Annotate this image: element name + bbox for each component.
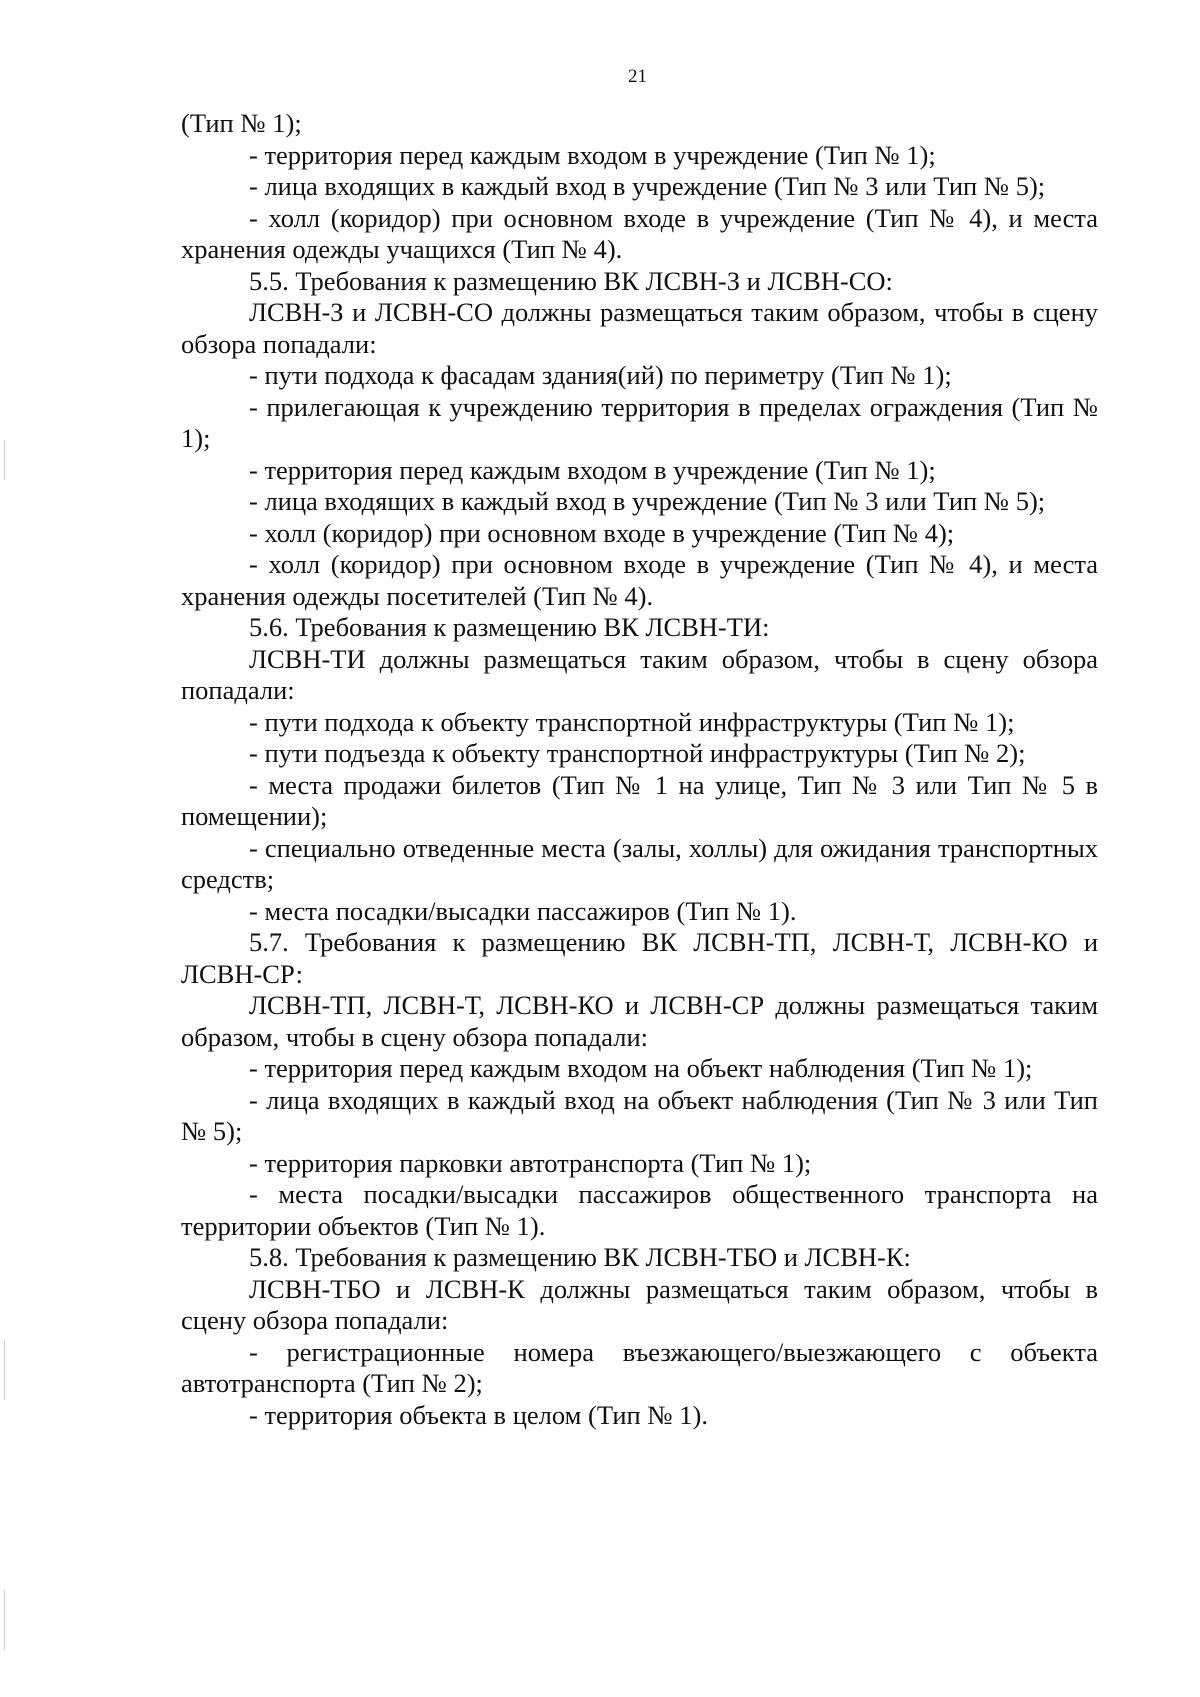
paragraph: 5.5. Требования к размещению ВК ЛСВН-З и ЛСВН-СО: [249,265,893,296]
paragraph: - лица входящих в каждый вход на объект наблюдения (Тип № 3 или Тип № 5); [181,1084,1098,1146]
paragraph: - регистрационные номера въезжающего/выезжающего с объекта автотранспорта (Тип № 2); [181,1336,1098,1398]
paragraph: 5.7. Требования к размещению ВК ЛСВН-ТП, ЛСВН-Т, ЛСВН-КО и ЛСВН-СР: [181,927,1098,989]
paragraph: - территория перед каждым входом на объект наблюдения (Тип № 1); [249,1053,1033,1083]
document-body [181,108,1098,1431]
paragraph: - места продажи билетов (Тип № 1 на улице, Тип № 3 или Тип № 5 в помещении); [181,769,1098,831]
paragraph: - территория объекта в целом (Тип № 1). [249,1399,708,1430]
paragraph: - пути подхода к объекту транспортной инфраструктуры (Тип № 1); [249,706,1015,737]
paragraph: (Тип № 1); [181,108,302,138]
paragraph: ЛСВН-З и ЛСВН-СО должны размещаться таким образом, чтобы в сцену обзора попадали: [181,297,1098,359]
paragraph: - лица входящих в каждый вход в учреждение (Тип № 3 или Тип № 5); [249,486,1046,516]
paragraph: - холл (коридор) при основном входе в учреждение (Тип № 4), и места хранения одежды посетителей (Тип № 4). [181,549,1098,611]
paragraph: - территория перед каждым входом в учреждение (Тип № 1); [249,139,936,170]
paragraph: - территория парковки автотранспорта (Тип № 1); [249,1147,812,1178]
scan-edge-mark [4,440,5,480]
paragraph: - места посадки/высадки пассажиров общественного транспорта на территории объектов (Тип № 1). [181,1179,1098,1241]
paragraph: - места посадки/высадки пассажиров (Тип № 1). [249,895,797,926]
page-number: 21 [628,66,647,87]
paragraph: 5.8. Требования к размещению ВК ЛСВН-ТБО и ЛСВН-К: [249,1242,911,1272]
paragraph: - пути подъезда к объекту транспортной инфраструктуры (Тип № 2); [249,738,1026,768]
paragraph: - лица входящих в каждый вход в учреждение (Тип № 3 или Тип № 5); [249,171,1046,201]
scan-edge-mark [4,1340,5,1400]
paragraph: - территория перед каждым входом в учреждение (Тип № 1); [249,454,936,485]
paragraph: ЛСВН-ТБО и ЛСВН-К должны размещаться таким образом, чтобы в сцену обзора попадали: [181,1273,1098,1335]
paragraph: - пути подхода к фасадам здания(ий) по периметру (Тип № 1); [249,360,952,390]
paragraph: - холл (коридор) при основном входе в учреждение (Тип № 4), и места хранения одежды учащихся (Тип № 4). [181,202,1098,264]
paragraph: ЛСВН-ТП, ЛСВН-Т, ЛСВН-КО и ЛСВН-СР должны размещаться таким образом, чтобы в сцену обзора попадали: [181,990,1098,1052]
paragraph: 5.6. Требования к размещению ВК ЛСВН-ТИ: [249,612,770,642]
scan-edge-mark [4,1590,5,1650]
paragraph: - специально отведенные места (залы, холлы) для ожидания транспортных средств; [181,832,1098,894]
paragraph: - прилегающая к учреждению территория в пределах ограждения (Тип № 1); [181,391,1098,453]
paragraph: - холл (коридор) при основном входе в учреждение (Тип № 4); [249,517,955,548]
paragraph: ЛСВН-ТИ должны размещаться таким образом, чтобы в сцену обзора попадали: [181,643,1098,705]
